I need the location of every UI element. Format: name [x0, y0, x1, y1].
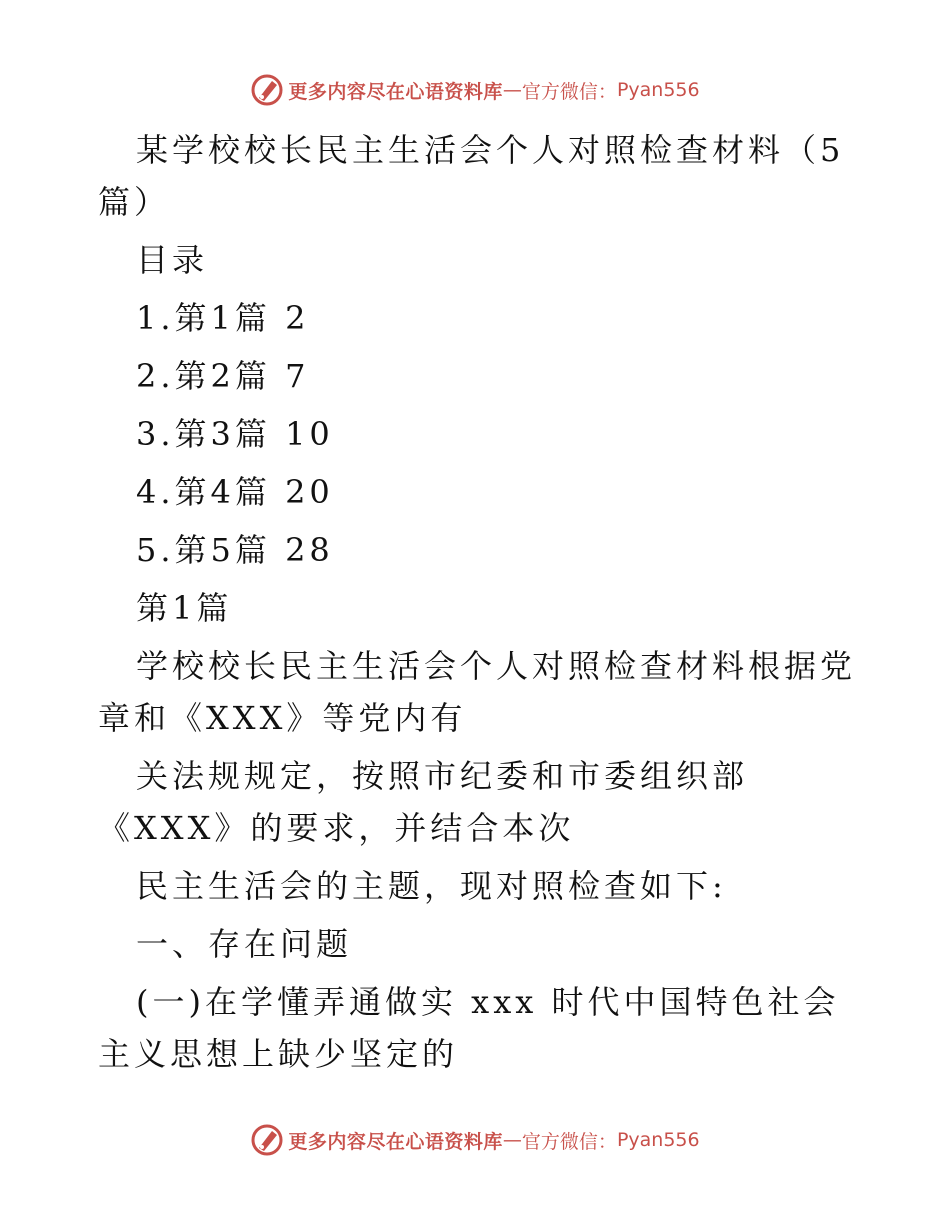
banner-separator: —: [502, 1129, 522, 1151]
paragraph: 关法规规定，按照市纪委和市委组织部《XXX》的要求，并结合本次: [98, 757, 749, 847]
document-body: [98, 124, 858, 1086]
toc-item: 4.第4篇 20: [136, 473, 334, 511]
banner-text: 更多内容尽在心语资料库: [288, 80, 503, 103]
paragraph: (一)在学懂弄通做实 xxx 时代中国特色社会主义思想上缺少坚定的: [98, 983, 840, 1073]
toc-heading: 目录: [136, 241, 209, 279]
toc-item: 1.第1篇 2: [136, 299, 310, 337]
banner-wechat-id: Pyan556: [616, 79, 700, 101]
toc-item: 5.第5篇 28: [136, 531, 334, 569]
paragraph: 学校校长民主生活会个人对照检查材料根据党章和《XXX》等党内有: [98, 647, 857, 737]
footer-banner: [0, 1120, 950, 1160]
banner-separator: —: [502, 79, 522, 101]
banner-wechat-label: 官方微信：: [521, 80, 617, 103]
paragraph: 民主生活会的主题，现对照检查如下:: [136, 867, 727, 905]
banner-wechat-label: 官方微信：: [521, 1130, 617, 1153]
pen-logo-icon: [250, 1123, 284, 1157]
banner-text: 更多内容尽在心语资料库: [288, 1130, 503, 1153]
pen-logo-icon: [250, 73, 284, 107]
section-heading: 第1篇: [136, 589, 233, 627]
paragraph: 一、存在问题: [136, 925, 353, 963]
toc-item: 2.第2篇 7: [136, 357, 310, 395]
banner-wechat-id: Pyan556: [616, 1129, 700, 1151]
document-title: 某学校校长民主生活会个人对照检查材料（5篇）: [98, 131, 845, 221]
header-banner: [0, 70, 950, 110]
toc-item: 3.第3篇 10: [136, 415, 334, 453]
